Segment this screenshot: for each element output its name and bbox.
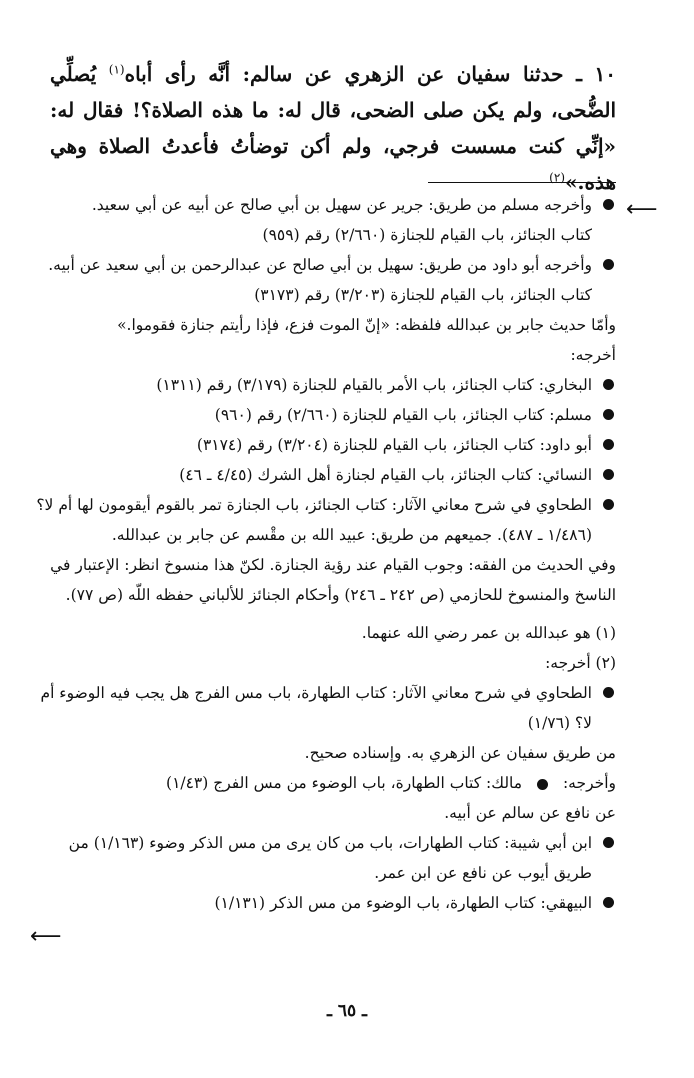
note-text: من طريق سفيان عن الزهري به. وإسناده صحيح. xyxy=(304,744,616,762)
note-text: مسلم: كتاب الجنائز، باب القيام للجنازة (٢/٦٦٠) رقم (٩٦٠) xyxy=(214,406,592,424)
footnote-1 xyxy=(40,618,616,648)
list-item xyxy=(40,250,616,280)
hadith-part1: ١٠ ـ حدثنا سفيان عن الزهري عن سالم: أنَّه رأى أباه xyxy=(124,62,616,86)
list-item xyxy=(40,460,616,490)
note-text: وأخرجه أبو داود من طريق: سهيل بن أبي صالح عن عبدالرحمن بن أبي سعيد عن أبيه. xyxy=(48,256,592,274)
bullet-icon xyxy=(537,779,548,790)
hadith-part2: يُصلِّي الضُّحى، ولم يكن صلى الضحى، قال له: ما هذه الصلاة؟! فقال له: «إنِّي كنت مسست فرجي، ولم أكن توضأتُ فأعدتُ الصلاة وهي هذه.» xyxy=(50,62,616,194)
list-item xyxy=(40,400,616,430)
note-line xyxy=(40,738,616,768)
note-text: (١/٤٨٦ ـ ٤٨٧). جميعهم من طريق: عبيد الله بن مقْسم عن جابر بن عبدالله. xyxy=(111,526,592,544)
note-text: البيهقي: كتاب الطهارة، باب الوضوء من مس الذكر (١/١٣١) xyxy=(214,894,592,912)
list-item xyxy=(40,828,616,888)
list-item xyxy=(40,430,616,460)
note-line xyxy=(40,340,616,370)
left-arrow-icon: ⟵ xyxy=(30,924,62,949)
note-line xyxy=(40,798,616,828)
list-item xyxy=(40,888,616,918)
list-item xyxy=(36,490,616,520)
note-text: (١) هو عبدالله بن عمر رضي الله عنهما. xyxy=(361,624,616,642)
bullet-icon xyxy=(603,837,614,848)
bullet-icon xyxy=(603,379,614,390)
note-text: لا؟ (١/٧٦) xyxy=(527,714,592,732)
note-line xyxy=(40,310,616,340)
list-item xyxy=(40,678,616,708)
note-text: كتاب الجنائز، باب القيام للجنازة (٣/٢٠٣) رقم (٣١٧٣) xyxy=(254,286,592,304)
bullet-icon xyxy=(603,469,614,480)
page-number: ـ ٦٥ ـ xyxy=(326,1001,368,1021)
bullet-icon xyxy=(603,687,614,698)
note-text: وأمّا حديث جابر بن عبدالله فلفظه: «إنّ الموت فزع، فإذا رأيتم جنازة فقوموا.» xyxy=(117,316,616,334)
note-line xyxy=(40,280,616,310)
list-item xyxy=(40,190,616,220)
note-text: مالك: كتاب الطهارة، باب الوضوء من مس الفرج (١/٤٣) xyxy=(166,774,523,792)
note-paragraph xyxy=(40,550,616,610)
note-line xyxy=(40,220,616,250)
note-text: الطحاوي في شرح معاني الآثار: كتاب الجنائز، باب الجنازة تمر بالقوم أيقومون لها أم لا؟ xyxy=(36,496,592,514)
bullet-icon xyxy=(603,409,614,420)
note-text: وأخرجه مسلم من طريق: جرير عن سهيل بن أبي صالح عن أبيه عن أبي سعيد. xyxy=(91,196,592,214)
note-line xyxy=(40,520,616,550)
note-text: النسائي: كتاب الجنائز، باب القيام لجنازة أهل الشرك (٤/٤٥ ـ ٤٦) xyxy=(179,466,592,484)
bullet-icon xyxy=(603,499,614,510)
footnotes xyxy=(36,190,616,918)
bullet-icon xyxy=(603,199,614,210)
left-arrow-icon: ⟵ xyxy=(626,197,658,222)
note-text: وفي الحديث من الفقه: وجوب القيام عند رؤية الجنازة. لكنّ هذا منسوخ انظر: الإعتبار في الناسخ والمنسوخ للحازمي (ص ٢٤٢ ـ ٢٤٦) وأحكام الجنائز للألباني حفظه اللّه (ص ٧٧). xyxy=(50,556,616,604)
note-text: (٢) أخرجه: xyxy=(545,654,616,672)
note-text: عن نافع عن سالم عن أبيه. xyxy=(444,804,616,822)
note-text: أخرجه: xyxy=(570,346,616,364)
bullet-icon xyxy=(603,259,614,270)
note-text: الطحاوي في شرح معاني الآثار: كتاب الطهارة، باب مس الفرج هل يجب فيه الوضوء أم xyxy=(40,684,592,702)
list-item xyxy=(40,370,616,400)
footnote-separator xyxy=(428,182,616,183)
bullet-icon xyxy=(603,439,614,450)
hadith-text xyxy=(50,56,616,200)
note-text: البخاري: كتاب الجنائز، باب الأمر بالقيام للجنازة (٣/١٧٩) رقم (١٣١١) xyxy=(156,376,592,394)
bullet-icon xyxy=(603,897,614,908)
list-item xyxy=(40,768,616,798)
note-text: أبو داود: كتاب الجنائز، باب القيام للجنازة (٣/٢٠٤) رقم (٣١٧٤) xyxy=(196,436,592,454)
note-line xyxy=(40,708,616,738)
footnote-ref-2[interactable]: (٢) xyxy=(549,170,565,185)
footnote-2 xyxy=(40,648,616,678)
note-text: وأخرجه: xyxy=(562,774,616,792)
note-text: كتاب الجنائز، باب القيام للجنازة (٢/٦٦٠) رقم (٩٥٩) xyxy=(262,226,592,244)
note-text: ابن أبي شيبة: كتاب الطهارات، باب من كان يرى من مس الذكر وضوء (١/١٦٣) من طريق أيوب عن نافع عن ابن عمر. xyxy=(68,834,592,882)
footnote-ref-1[interactable]: (١) xyxy=(108,62,125,77)
